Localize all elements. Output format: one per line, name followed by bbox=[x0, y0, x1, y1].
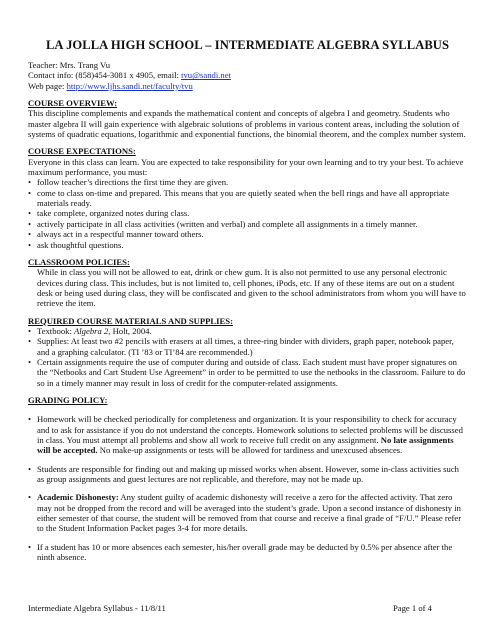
dishonesty-text: Any student guilty of academic dishonesty will receive a zero for the affected activity. That zero may not be dropped from the record and will be averaged into the student’s grade. Upon a second instance of dishonesty in either semester of that course, the student will be removed from that course and receive a final grade of “F/U.” Please refer to the Student Information Packet pages 3-4 for more details. bbox=[37, 492, 462, 534]
dishonesty-label: Academic Dishonesty: bbox=[37, 492, 119, 503]
contact-info-text: Contact info: (858)454-3081 x 4905, email: bbox=[28, 70, 182, 81]
list-item: • If a student has 10 or more absences each semester, his/her overall grade may be deducted by 0.5% per absence after the ninth absence. bbox=[28, 542, 468, 563]
list-item bbox=[28, 492, 468, 533]
textbook-title: Algebra 2 bbox=[74, 325, 109, 336]
footer-page-number: Page 1 of 4 bbox=[392, 603, 432, 613]
contact-line bbox=[28, 70, 468, 80]
expectations-list bbox=[28, 177, 468, 249]
web-line bbox=[28, 81, 468, 91]
homework-text: Homework will be checked periodically for completeness and organization. It is your responsibility to check for accuracy and to ask for assistance if you do not understand the concepts. Homework solutions to selected problems will be discussed in class. You must attempt all problems and show all work to receive full credit on any assignment. bbox=[37, 414, 463, 445]
textbook-label: Textbook: bbox=[37, 325, 75, 336]
page-footer bbox=[28, 603, 468, 613]
materials-list bbox=[28, 326, 468, 388]
list-item: • always act in a respectful manner toward others. bbox=[28, 229, 468, 239]
teacher-line: Teacher: Mrs. Trang Vu bbox=[28, 60, 111, 70]
footer-doc-title: Intermediate Algebra Syllabus - 11/8/11 bbox=[28, 603, 166, 613]
list-item bbox=[28, 326, 468, 336]
overview-heading: COURSE OVERVIEW: bbox=[28, 98, 118, 109]
makeup-text: No make-up assignments or tests will be allowed for tardiness and unexcused absences. bbox=[97, 445, 403, 456]
list-item: • take complete, organized notes during class. bbox=[28, 208, 468, 218]
list-item: • actively participate in all class activities (written and verbal) and complete all assignments in a timely manner. bbox=[28, 219, 468, 229]
web-page-link[interactable]: http://www.ljhs.sandi.net/faculty/tvu bbox=[66, 80, 193, 91]
contact-block bbox=[28, 60, 468, 91]
grading-heading: GRADING POLICY: bbox=[28, 394, 108, 405]
textbook-publisher: , Holt, 2004. bbox=[108, 325, 152, 336]
web-label: Web page: bbox=[28, 80, 67, 91]
expectations-intro: Everyone in this class can learn. You are expected to take responsibility for your own learning and to try your best. To achieve maximum performance, you must: bbox=[28, 156, 464, 178]
policies-text: While in class you will not be allowed to eat, drink or chew gum. It is also not permitted to use any personal electronic devices during class. This includes, but is not limited to, cell phones, iPods, etc. If any of these items are out on a student desk or being used during class, they will be confiscated and given to the school administrators from whom you will have to retrieve the item. bbox=[37, 267, 466, 309]
list-item: • Certain assignments require the use of computer during and outside of class. Each student must have proper signatures on the “Netbooks and Cart Student Use Agreement” in order to be permitted to use the netbooks in the classroom. Failure to do so in a timely manner may result in loss of credit for the computer-related assignments. bbox=[28, 357, 468, 388]
materials-heading: REQUIRED COURSE MATERIALS AND SUPPLIES: bbox=[28, 315, 233, 326]
overview-text: This discipline complements and expands the mathematical content and concepts of algebra I and geometry. Students who master algebra II will gain experience with algebraic solutions of problems in various content areas, including the solution of systems of quadratic equations, logarithmic and exponential functions, the binomial theorem, and the complex number system. bbox=[28, 108, 466, 140]
list-item: • ask thoughtful questions. bbox=[28, 240, 468, 250]
document-body bbox=[28, 60, 468, 570]
list-item: • Supplies: At least two #2 pencils with erasers at all times, a three-ring binder with dividers, graph paper, notebook paper, and a graphing calculator. (TI ’83 or TI’84 are recommended.) bbox=[28, 336, 468, 357]
list-item: • follow teacher’s directions the first time they are given. bbox=[28, 177, 468, 187]
grading-list bbox=[28, 414, 468, 562]
email-link[interactable]: tvu@sandi.net bbox=[181, 70, 231, 81]
list-item: • come to class on-time and prepared. This means that you are quietly seated when the bell rings and have all appropriate materials ready. bbox=[28, 188, 468, 209]
expectations-heading: COURSE EXPECTATIONS: bbox=[28, 146, 136, 157]
document-title: LA JOLLA HIGH SCHOOL – INTERMEDIATE ALGEBRA SYLLABUS bbox=[45, 38, 450, 52]
list-item bbox=[28, 414, 468, 455]
policies-heading: CLASSROOM POLICIES: bbox=[28, 256, 130, 267]
late-policy-text: No late assignments will be accepted. bbox=[37, 435, 454, 456]
list-item: • Students are responsible for finding out and making up missed works when absent. However, some in-class activities such as group assignments and guest lectures are not replicable, and therefore, may not be made up. bbox=[28, 464, 468, 485]
